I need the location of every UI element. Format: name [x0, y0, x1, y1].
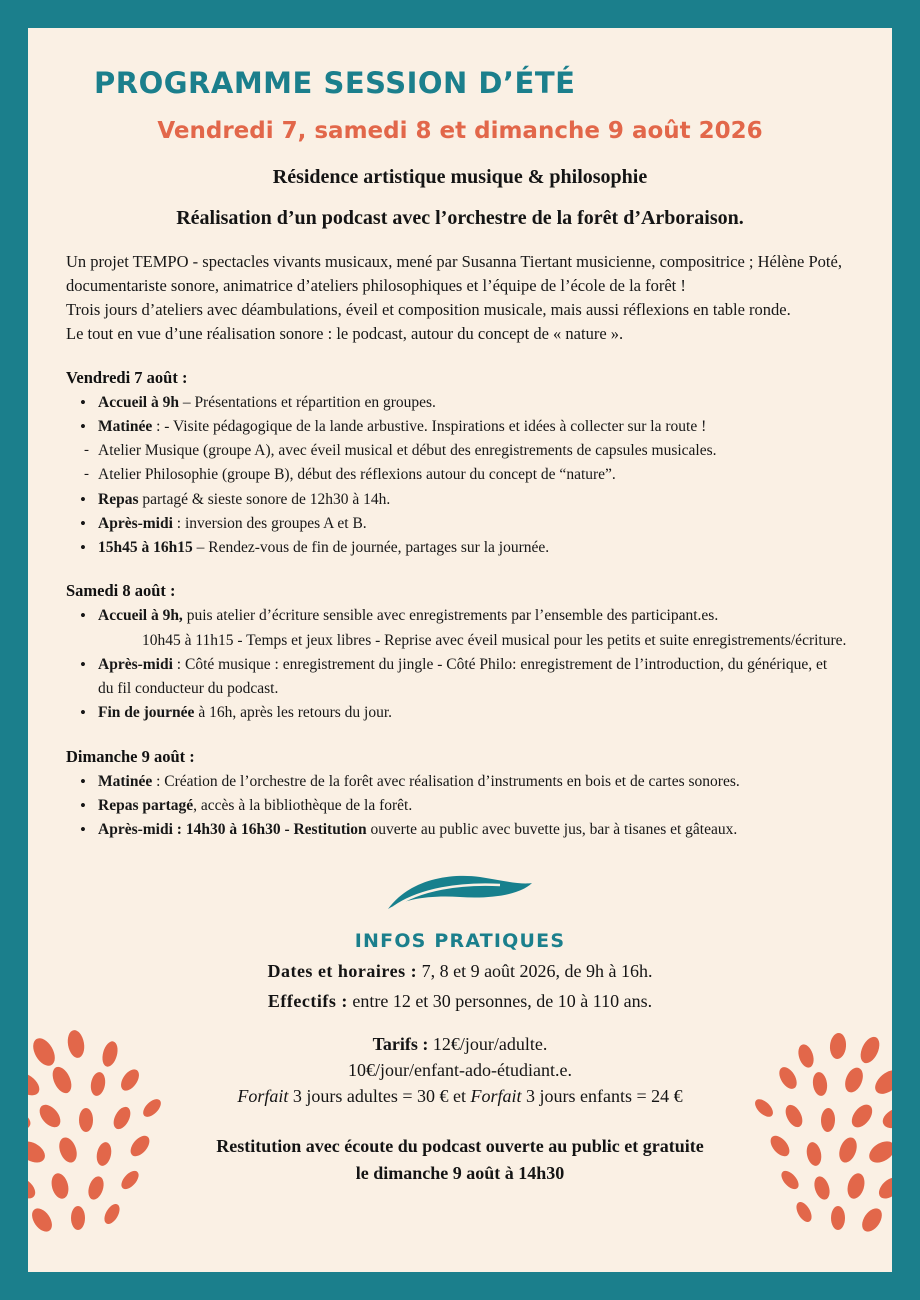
list-item [66, 677, 854, 700]
day-item-list [66, 604, 854, 724]
item-text: Atelier Philosophie (groupe B), début des réflexions autour du concept de “nature”. [98, 466, 616, 484]
item-text: 10h45 à 11h15 - Temps et jeux libres - Reprise avec éveil musical pour les petits et suite enregistrements/écriture. [142, 631, 847, 649]
list-item [66, 463, 854, 486]
item-strong: Repas partagé [98, 796, 194, 814]
list-item [66, 512, 854, 535]
date-subtitle: Vendredi 7, samedi 8 et dimanche 9 août 2026 [157, 118, 763, 144]
item-text: partagé & sieste sonore de 12h30 à 14h. [138, 490, 391, 508]
effectifs-label: Effectifs : [267, 991, 348, 1012]
item-strong: Matinée [98, 772, 153, 790]
list-item [66, 415, 854, 438]
infos-pratiques-title: INFOS PRATIQUES [354, 930, 566, 953]
effectifs-value: entre 12 et 30 personnes, de 10 à 110 ans. [347, 991, 653, 1012]
infos-effectifs-line [66, 991, 854, 1012]
dates-value: 7, 8 et 9 août 2026, de 9h à 16h. [417, 961, 653, 982]
intro-paragraph: Un projet TEMPO - spectacles vivants musicaux, mené par Susanna Tiertant musicienne, compositrice ; Hélène Poté, documentariste sonore, animatrice d’ateliers philosophiques et l’équipe de l’école de la forêt ! [66, 252, 842, 295]
list-item [66, 488, 854, 511]
item-text: à 16h, après les retours du jour. [194, 704, 393, 722]
intro-paragraph: Trois jours d’ateliers avec déambulations, éveil et composition musicale, mais aussi réflexions en table ronde. [66, 299, 791, 319]
item-text: : Création de l’orchestre de la forêt avec réalisation d’instruments en bois et de cartes sonores. [152, 772, 740, 790]
item-text: Atelier Musique (groupe A), avec éveil musical et début des enregistrements de capsules musicales. [98, 442, 717, 460]
forfait-line [66, 1086, 854, 1107]
item-strong: Après-midi [98, 655, 173, 673]
item-strong: Repas [98, 490, 139, 508]
day-item-list [66, 770, 854, 842]
list-item [66, 794, 854, 817]
forfait-adults-value: 3 jours adultes = 30 € et [288, 1086, 471, 1107]
item-text: , accès à la bibliothèque de la forêt. [193, 796, 413, 814]
tarifs-label: Tarifs : [372, 1034, 429, 1055]
list-item [66, 818, 854, 841]
intro-paragraphs [66, 250, 854, 346]
list-item [66, 391, 854, 414]
intro-paragraph: Le tout en vue d’une réalisation sonore : le podcast, autour du concept de « nature ». [66, 323, 624, 343]
list-item [66, 439, 854, 462]
item-text: du fil conducteur du podcast. [98, 680, 279, 698]
item-text: : Côté musique : enregistrement du jingle - Côté Philo: enregistrement de l’introduction, du générique, et [172, 655, 828, 673]
poster-content [28, 28, 892, 1187]
list-item [66, 604, 854, 627]
day-block-sunday [66, 747, 854, 842]
list-item [66, 770, 854, 793]
item-strong: Après-midi [98, 514, 173, 532]
list-item [66, 653, 854, 676]
day-block-saturday [66, 581, 854, 724]
item-strong: Accueil à 9h, [98, 607, 183, 625]
page-title: PROGRAMME SESSION D’ÉTÉ [94, 66, 576, 100]
forfait-children-label: Forfait [470, 1086, 522, 1107]
item-text: puis atelier d’écriture sensible avec enregistrements par l’ensemble des participant.es. [182, 607, 719, 625]
tarifs-second-line: 10€/jour/enfant-ado-étudiant.e. [348, 1060, 572, 1081]
item-text: : inversion des groupes A et B. [172, 514, 367, 532]
item-strong: Matinée [98, 417, 153, 435]
tarifs-value: 12€/jour/adulte. [428, 1034, 548, 1055]
day-heading: Samedi 8 août : [66, 581, 176, 601]
poster-card [28, 28, 892, 1272]
list-item [66, 536, 854, 559]
item-text: : - Visite pédagogique de la lande arbustive. Inspirations et idées à collecter sur la route ! [152, 417, 707, 435]
item-strong: 15h45 à 16h15 [98, 539, 193, 557]
residence-line: Résidence artistique musique & philosophie [272, 166, 648, 188]
tarifs-main-line [66, 1034, 854, 1055]
podcast-line: Réalisation d’un podcast avec l’orchestre de la forêt d’Arboraison. [176, 207, 744, 229]
day-item-list [66, 391, 854, 560]
closing-line-1: Restitution avec écoute du podcast ouverte au public et gratuite [216, 1136, 704, 1157]
day-block-friday [66, 368, 854, 560]
list-item [66, 629, 854, 652]
tarifs-block [66, 1034, 854, 1107]
closing-statement [66, 1133, 854, 1187]
closing-line-2: le dimanche 9 août à 14h30 [355, 1163, 565, 1184]
item-strong: Après-midi : 14h30 à 16h30 - Restitution [98, 821, 367, 839]
item-strong: Accueil à 9h [98, 393, 179, 411]
item-text: – Rendez-vous de fin de journée, partages sur la journée. [192, 539, 550, 557]
day-heading: Dimanche 9 août : [66, 746, 195, 766]
list-item [66, 701, 854, 724]
item-text: – Présentations et répartition en groupes. [178, 393, 436, 411]
dates-label: Dates et horaires : [267, 961, 418, 982]
infos-dates-line [66, 961, 854, 982]
leaf-divider [66, 871, 854, 922]
day-heading: Vendredi 7 août : [66, 367, 188, 387]
item-text: ouverte au public avec buvette jus, bar à tisanes et gâteaux. [366, 821, 738, 839]
forfait-children-value: 3 jours enfants = 24 € [521, 1086, 683, 1107]
item-strong: Fin de journée [98, 704, 195, 722]
forfait-adults-label: Forfait [237, 1086, 289, 1107]
leaf-icon [380, 871, 540, 917]
